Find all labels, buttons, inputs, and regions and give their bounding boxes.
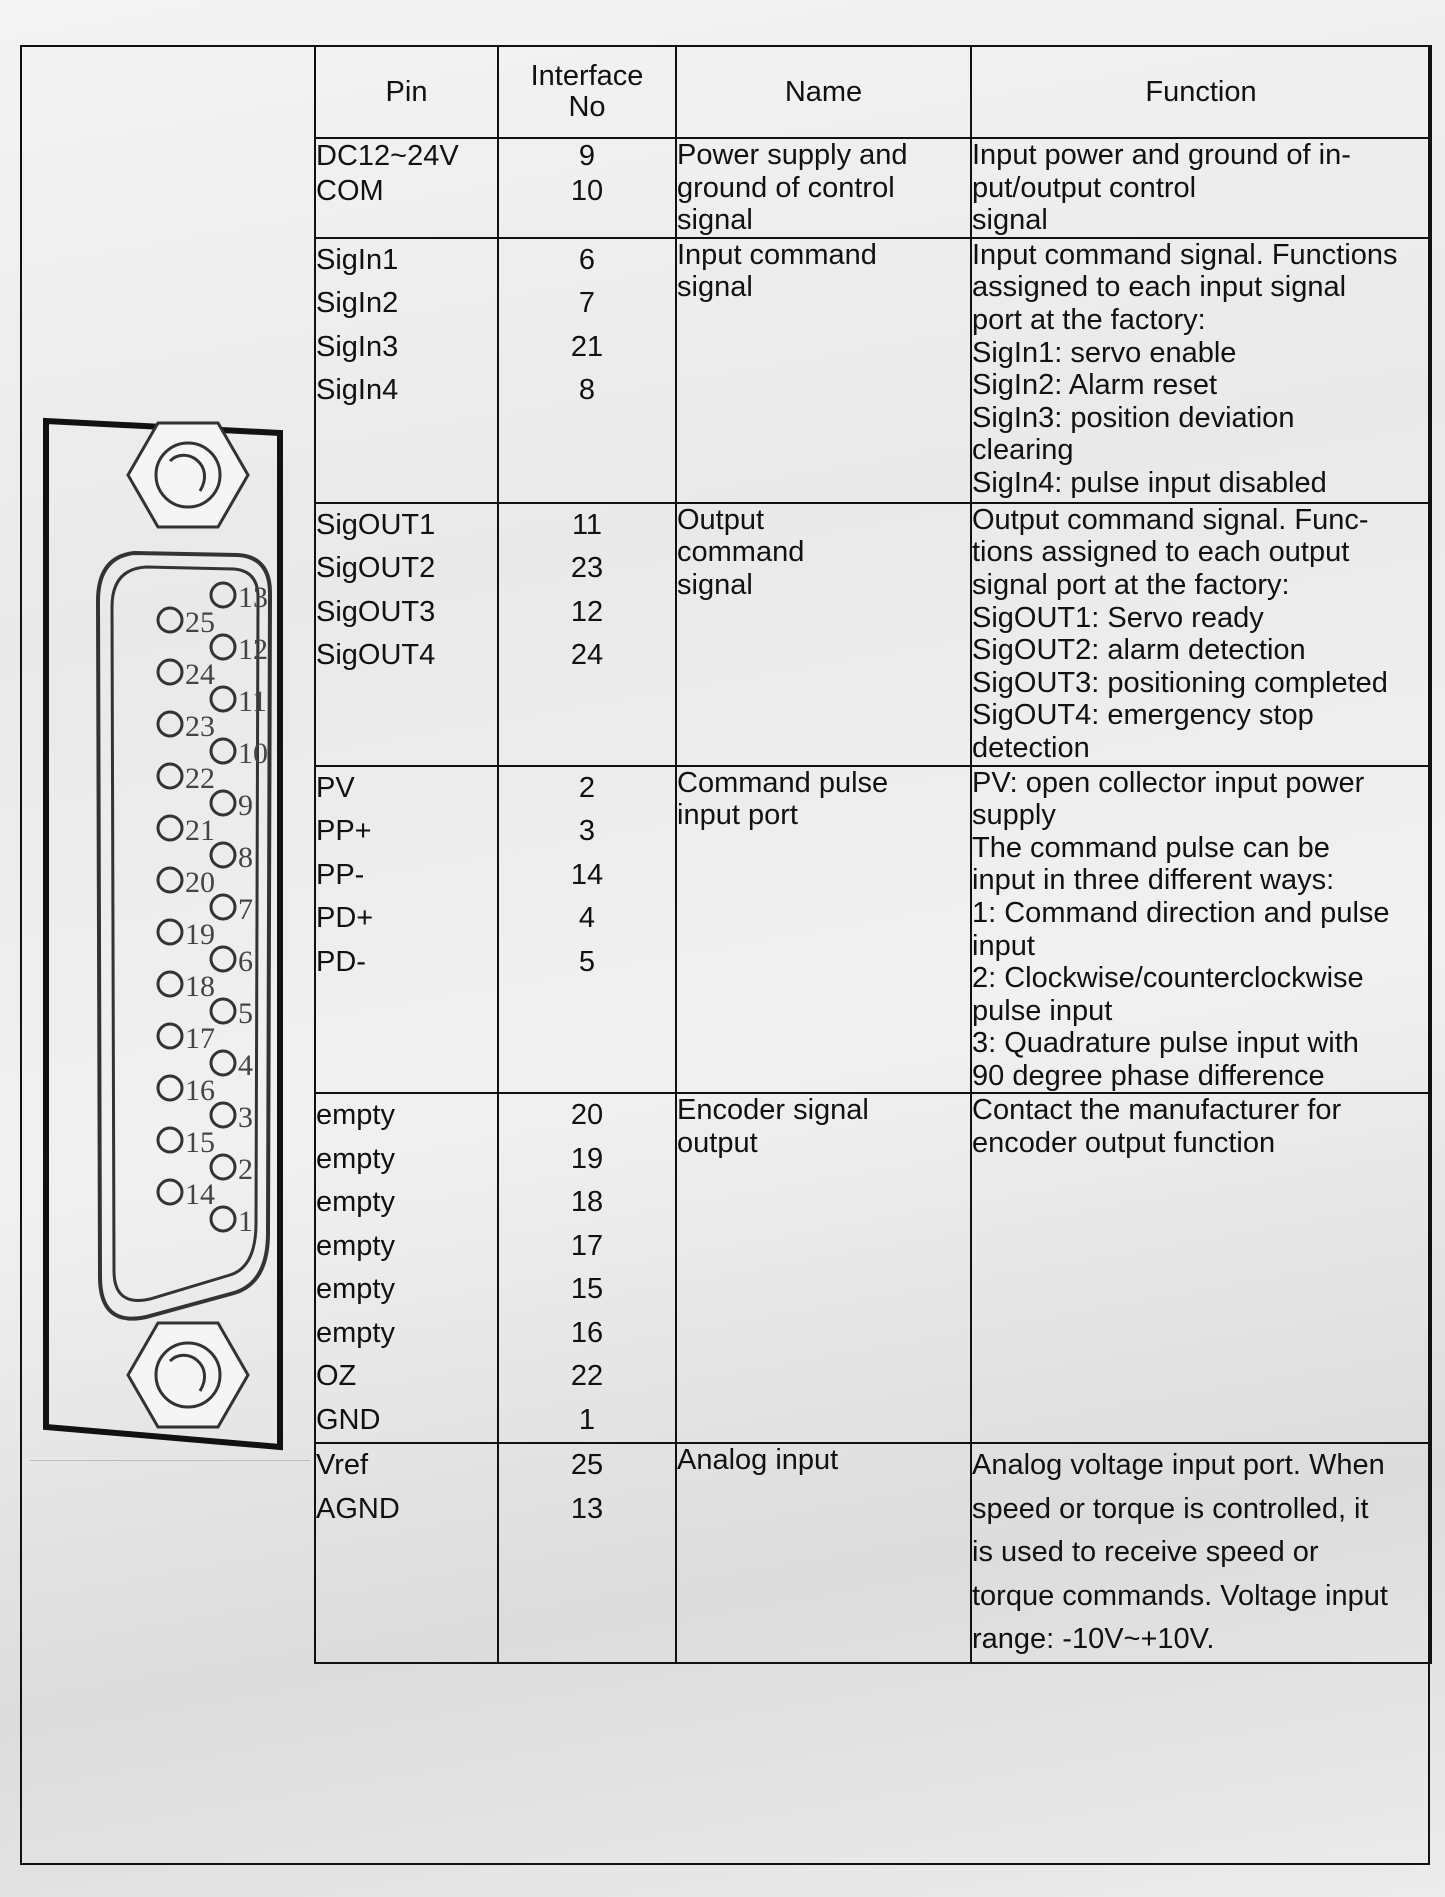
function-cell-line: 2: Clockwise/counterclockwise	[972, 962, 1364, 995]
interface-no-cell-line: 10	[570, 175, 604, 207]
pin-cell-line: SigOUT2	[316, 552, 436, 585]
pin-number-label: 13	[238, 581, 268, 614]
interface-no-cell-line: 6	[578, 243, 596, 276]
pin-number-label: 3	[238, 1101, 253, 1134]
pin-cell-line: empty	[316, 1186, 395, 1219]
function-cell-line: is used to receive speed or	[972, 1536, 1319, 1569]
pin-cell-line: DC12~24V	[316, 140, 459, 172]
pin-cell	[315, 766, 498, 1094]
name-cell-line: signal	[677, 204, 753, 237]
pin-hole	[158, 764, 182, 788]
pin-cell-line: empty	[316, 1229, 395, 1262]
pin-cell	[315, 238, 498, 503]
table-row	[315, 503, 1431, 766]
function-cell-line: Input power and ground of in-	[972, 139, 1351, 171]
function-cell-line: signal	[972, 204, 1048, 237]
function-cell-line: input in three different ways:	[972, 864, 1335, 897]
header-interface-no-text-2: No	[568, 91, 606, 123]
interface-no-cell	[498, 1443, 676, 1663]
pin-hole	[158, 1180, 182, 1204]
function-cell-line: Output command signal. Func-	[972, 503, 1369, 536]
pin-cell-line: SigOUT1	[316, 508, 436, 541]
pin-hole	[158, 660, 182, 684]
pin-number-label: 20	[185, 866, 215, 899]
pin-cell-line: PV	[316, 771, 355, 804]
function-cell-line: Contact the manufacturer for	[972, 1094, 1342, 1127]
table-header-row	[315, 46, 1431, 138]
pin-number-label: 25	[185, 606, 215, 639]
pin-hole	[158, 816, 182, 840]
header-function: Function	[971, 46, 1431, 138]
interface-no-cell-line: 25	[570, 1449, 604, 1482]
interface-no-cell-line: 1	[578, 1403, 596, 1436]
function-cell-line: signal port at the factory:	[972, 568, 1290, 601]
table-row	[315, 1093, 1431, 1443]
function-cell-line: supply	[972, 799, 1056, 832]
interface-no-cell	[498, 766, 676, 1094]
function-cell-line: PV: open collector input power	[972, 766, 1365, 799]
function-cell-line: 90 degree phase difference	[972, 1059, 1325, 1092]
interface-no-cell-line: 11	[571, 508, 603, 541]
interface-no-cell	[498, 238, 676, 503]
name-cell	[676, 503, 971, 766]
pin-hole	[158, 1128, 182, 1152]
function-cell-line: assigned to each input signal	[972, 271, 1347, 304]
pin-cell-line: empty	[316, 1316, 395, 1349]
name-cell-line: Encoder signal	[677, 1094, 869, 1127]
pin-hole	[211, 583, 235, 607]
interface-no-cell-line: 22	[570, 1360, 604, 1393]
interface-no-cell-line: 14	[570, 858, 604, 891]
name-cell	[676, 1093, 971, 1443]
function-cell-line: SigOUT3: positioning completed	[972, 666, 1388, 699]
pin-number-label: 14	[185, 1178, 215, 1211]
top-screw-nut-icon	[128, 423, 248, 527]
interface-no-cell-line: 13	[570, 1492, 604, 1525]
pin-hole	[158, 1076, 182, 1100]
name-cell	[676, 238, 971, 503]
connector-pin-holes	[158, 581, 268, 1238]
function-cell-line: SigOUT4: emergency stop	[972, 699, 1314, 732]
function-cell	[971, 138, 1431, 238]
interface-no-cell	[498, 503, 676, 766]
pin-number-label: 16	[185, 1074, 215, 1107]
function-cell-line: put/output control	[972, 171, 1197, 204]
pin-cell-line: AGND	[316, 1492, 400, 1525]
pin-hole	[158, 1024, 182, 1048]
pin-cell-line: SigOUT3	[316, 595, 436, 628]
pin-cell-line: SigIn1	[316, 243, 399, 276]
pin-number-label: 8	[238, 841, 253, 874]
function-cell-line: input	[972, 929, 1035, 962]
function-cell	[971, 1443, 1431, 1663]
pin-number-label: 24	[185, 658, 215, 691]
pin-number-label: 19	[185, 918, 215, 951]
header-interface-no-text: Interface	[530, 60, 644, 92]
interface-no-cell-line: 5	[578, 945, 596, 978]
function-cell-line: torque commands. Voltage input	[972, 1579, 1388, 1612]
pin-number-label: 11	[238, 685, 267, 718]
interface-no-cell-line: 16	[570, 1316, 604, 1349]
pin-cell-line: PP+	[316, 815, 372, 848]
pin-cell-line: empty	[316, 1099, 395, 1132]
pin-number-label: 7	[238, 893, 253, 926]
name-cell-line: signal	[677, 271, 753, 304]
table-row	[315, 238, 1431, 503]
pin-number-label: 22	[185, 762, 215, 795]
interface-no-cell-line: 21	[570, 330, 604, 363]
interface-no-cell-line: 19	[570, 1142, 604, 1175]
pin-hole	[158, 608, 182, 632]
function-cell-line: SigIn4: pulse input disabled	[972, 466, 1327, 499]
pin-cell	[315, 1443, 498, 1663]
interface-no-cell-line: 8	[578, 374, 596, 407]
interface-no-cell-line: 17	[570, 1229, 604, 1262]
function-cell-line: range: -10V~+10V.	[972, 1623, 1215, 1656]
pin-number-label: 15	[185, 1126, 215, 1159]
interface-no-cell-line: 3	[578, 815, 596, 848]
function-cell-line: 3: Quadrature pulse input with	[972, 1027, 1359, 1060]
function-cell-line: clearing	[972, 434, 1074, 467]
function-cell-line: pulse input	[972, 994, 1113, 1027]
interface-no-cell-line: 20	[570, 1099, 604, 1132]
function-cell-line: detection	[972, 731, 1090, 764]
function-cell	[971, 766, 1431, 1094]
pin-cell-line: SigIn3	[316, 330, 399, 363]
function-cell-line: 1: Command direction and pulse	[972, 896, 1390, 929]
function-cell-line: speed or torque is controlled, it	[972, 1492, 1369, 1525]
name-cell-line: command	[677, 536, 805, 569]
function-cell-line: Input command signal. Functions	[972, 238, 1398, 271]
name-cell-line: Power supply and	[677, 139, 908, 171]
header-pin: Pin	[315, 46, 498, 138]
pin-hole	[158, 712, 182, 736]
name-cell-line: signal	[677, 568, 753, 601]
pin-cell	[315, 503, 498, 766]
name-cell	[676, 138, 971, 238]
interface-no-cell-line: 7	[578, 287, 596, 320]
function-cell-line: Analog voltage input port. When	[972, 1449, 1385, 1482]
function-cell-line: SigIn3: position deviation	[972, 401, 1295, 434]
function-cell-line: SigIn2: Alarm reset	[972, 369, 1217, 402]
pin-definition-table	[314, 45, 1432, 1664]
interface-no-cell-line: 2	[578, 771, 596, 804]
pin-number-label: 5	[238, 997, 253, 1030]
pin-number-label: 17	[185, 1022, 215, 1055]
pin-cell-line: PD+	[316, 902, 374, 935]
divider-line	[30, 1460, 310, 1461]
pin-number-label: 23	[185, 710, 215, 743]
function-cell-line: port at the factory:	[972, 303, 1206, 336]
name-cell-line: Input command	[677, 238, 877, 271]
function-cell-line: SigIn1: servo enable	[972, 336, 1237, 369]
pin-cell-line: GND	[316, 1403, 381, 1436]
function-cell	[971, 503, 1431, 766]
pin-cell-line: OZ	[316, 1360, 357, 1393]
function-cell-line: encoder output function	[972, 1127, 1276, 1160]
name-cell-line: input port	[677, 799, 798, 832]
name-cell-line: Analog input	[677, 1444, 839, 1477]
pin-cell-line: SigOUT4	[316, 639, 436, 672]
pin-cell-line: PD-	[316, 945, 366, 978]
interface-no-cell-line: 4	[578, 902, 596, 935]
pin-number-label: 10	[238, 737, 268, 770]
interface-no-cell	[498, 138, 676, 238]
table-row	[315, 1443, 1431, 1663]
function-cell-line: SigOUT1: Servo ready	[972, 601, 1264, 634]
interface-no-cell-line: 18	[570, 1186, 604, 1219]
pin-hole	[158, 920, 182, 944]
table-row	[315, 766, 1431, 1094]
pin-hole	[158, 972, 182, 996]
interface-no-cell-line: 12	[570, 595, 604, 628]
interface-no-cell-line: 23	[570, 552, 604, 585]
pin-number-label: 2	[238, 1153, 253, 1186]
pin-cell-line: empty	[316, 1142, 395, 1175]
pin-cell-line: SigIn2	[316, 287, 399, 320]
pin-number-label: 6	[238, 945, 253, 978]
function-cell	[971, 1093, 1431, 1443]
name-cell-line: ground of control	[677, 171, 895, 204]
db25-connector-illustration	[38, 415, 288, 1455]
pin-number-label: 4	[238, 1049, 253, 1082]
pin-number-label: 21	[185, 814, 215, 847]
name-cell	[676, 1443, 971, 1663]
function-cell-line: The command pulse can be	[972, 831, 1330, 864]
pin-cell-line: empty	[316, 1273, 395, 1306]
function-cell-line: SigOUT2: alarm detection	[972, 634, 1306, 667]
table-row	[315, 138, 1431, 238]
pin-number-label: 9	[238, 789, 253, 822]
function-cell	[971, 238, 1431, 503]
pin-cell-line: SigIn4	[316, 374, 399, 407]
interface-no-cell-line: 9	[578, 140, 596, 172]
pin-number-label: 18	[185, 970, 215, 1003]
pin-hole	[158, 868, 182, 892]
pin-cell	[315, 138, 498, 238]
pin-cell-line: COM	[316, 175, 384, 207]
interface-no-cell	[498, 1093, 676, 1443]
pin-number-label: 1	[238, 1205, 253, 1238]
name-cell	[676, 766, 971, 1094]
interface-no-cell-line: 24	[570, 639, 604, 672]
pin-cell-line: Vref	[316, 1449, 369, 1482]
pin-cell-line: PP-	[316, 858, 365, 891]
interface-no-cell-line: 15	[570, 1273, 604, 1306]
pin-cell	[315, 1093, 498, 1443]
bottom-screw-nut-icon	[128, 1323, 248, 1427]
name-cell-line: Output	[677, 503, 765, 536]
function-cell-line: tions assigned to each output	[972, 536, 1350, 569]
header-interface-no	[498, 46, 676, 138]
name-cell-line: Command pulse	[677, 766, 889, 799]
name-cell-line: output	[677, 1127, 758, 1160]
header-name: Name	[676, 46, 971, 138]
pin-number-label: 12	[238, 633, 268, 666]
